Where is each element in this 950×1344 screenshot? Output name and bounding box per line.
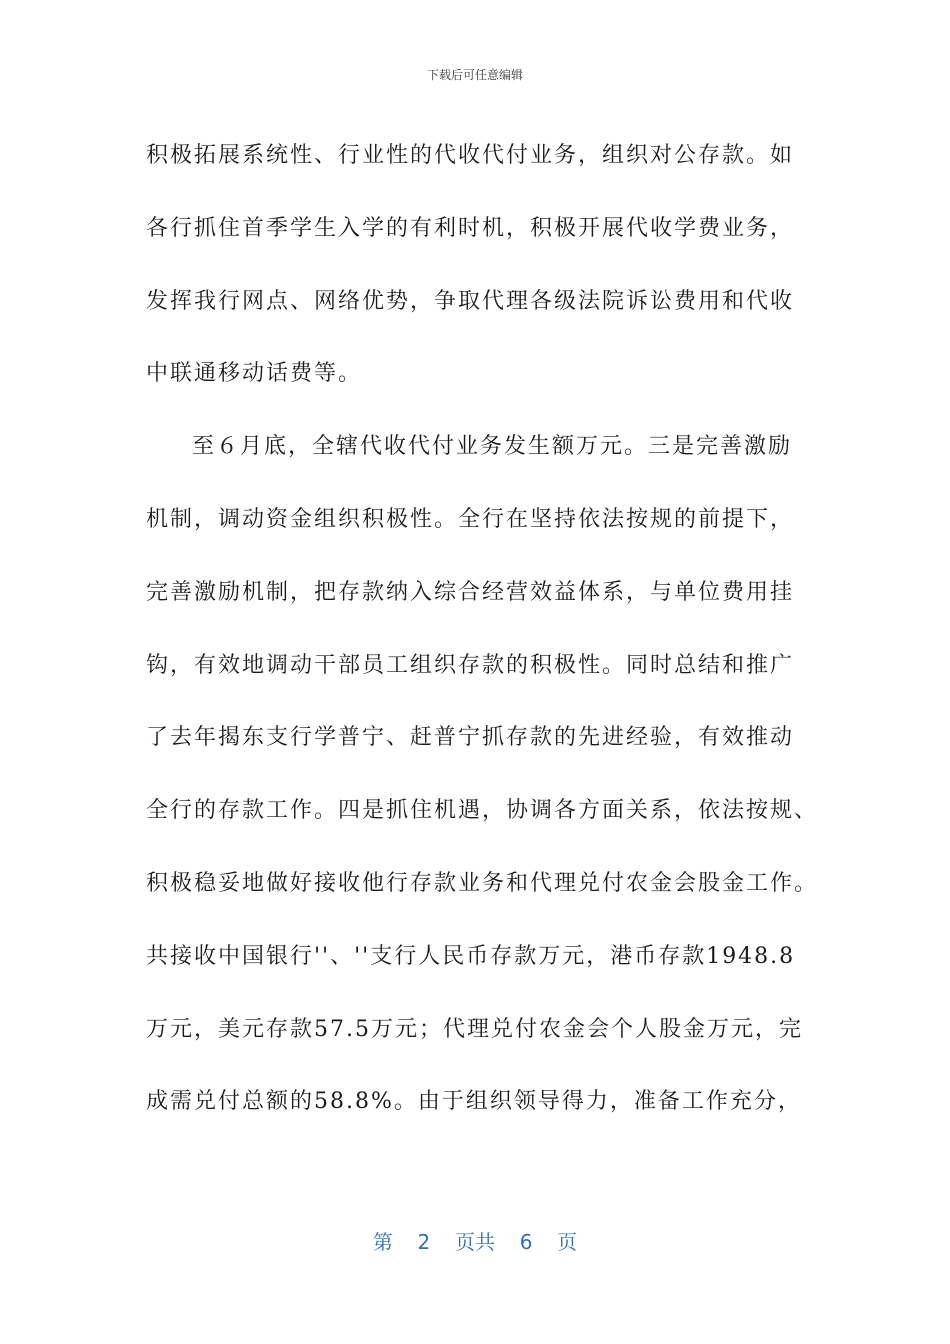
text-line: 发挥我行网点、网络优势，争取代理各级法院诉讼费用和代收 (146, 288, 795, 314)
page-number-label: 第 2 页共 6 页 (372, 1230, 578, 1254)
header-note: 下载后可任意编辑 (426, 68, 523, 82)
text-line: 完善激励机制，把存款纳入综合经营效益体系，与单位费用挂 (146, 579, 795, 605)
text-line: 各行抓住首季学生入学的有利时机，积极开展代收学费业务， (146, 215, 795, 241)
text-line: 万元，美元存款57.5万元；代理兑付农金会个人股金万元，完 (146, 1016, 803, 1042)
text-line: 积极稳妥地做好接收他行存款业务和代理兑付农金会股金工作。 (146, 870, 819, 896)
document-body (146, 120, 819, 1139)
text-line: 了去年揭东支行学普宁、赶普宁抓存款的先进经验，有效推动 (146, 725, 795, 751)
text-line: 机制，调动资金组织积极性。全行在坚持依法按规的前提下， (146, 506, 795, 532)
text-line: 积极拓展系统性、行业性的代收代付业务，组织对公存款。如 (146, 143, 795, 168)
page-footer (0, 1226, 950, 1255)
text-line: 钩，有效地调动干部员工组织存款的积极性。同时总结和推广 (146, 652, 795, 678)
text-line: 成需兑付总额的58.8%。由于组织领导得力，准备工作充分， (146, 1089, 802, 1115)
text-line: 全行的存款工作。四是抓住机遇，协调各方面关系，依法按规、 (146, 798, 819, 824)
text-line: 共接收中国银行''、''支行人民币存款万元，港币存款1948.8 (146, 943, 796, 969)
text-line: 中联通移动话费等。 (146, 361, 363, 387)
text-line-paragraph-start: 至６月底，全辖代收代付业务发生额万元。三是完善激励 (192, 434, 793, 460)
